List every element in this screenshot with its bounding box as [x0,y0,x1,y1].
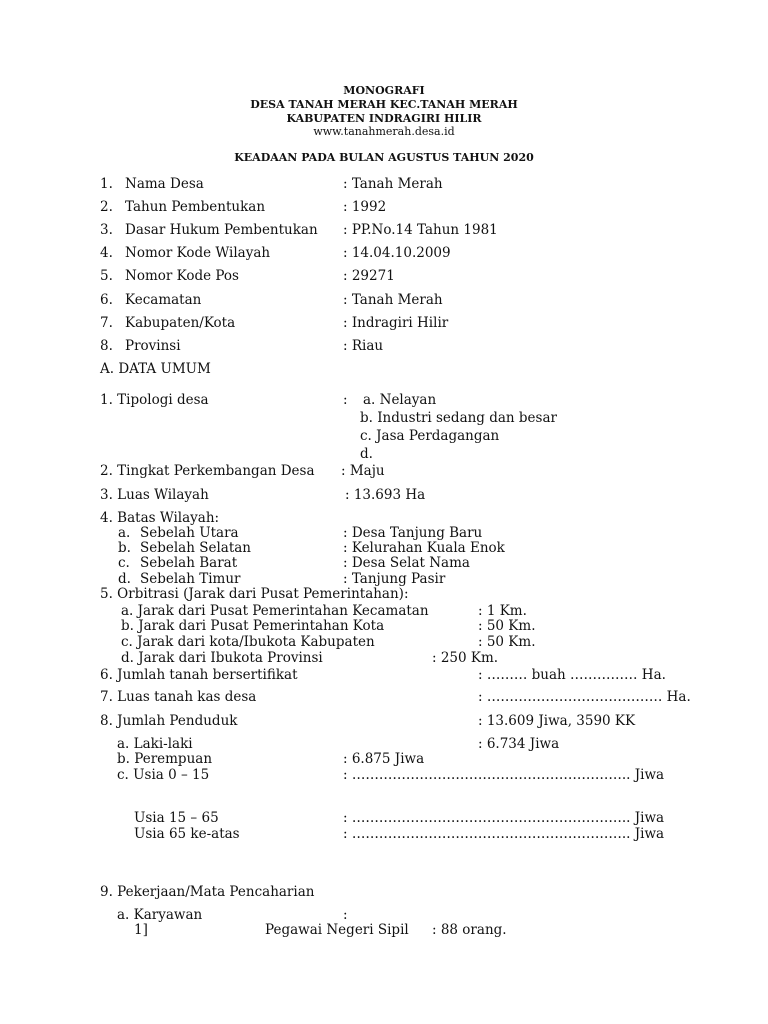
row-value: : PP.No.14 Tahun 1981 [343,222,498,238]
row-number: 1. [100,176,113,192]
row-value: : Riau [343,338,384,354]
usia-value: : …………………………………………………….. Jiwa [343,810,665,826]
penduduk-label: 8. Jumlah Penduduk [100,713,238,729]
orbitrasi-value: : 50 Km. [478,618,536,634]
batas-direction: Sebelah Utara [140,525,239,541]
row-number: 8. [100,338,113,354]
doc-subtitle: KEADAAN PADA BULAN AGUSTUS TAHUN 2020 [234,151,534,164]
luas-value: : 13.693 Ha [345,487,426,503]
batas-value: : Kelurahan Kuala Enok [343,540,505,556]
laki-value: : 6.734 Jiwa [478,736,560,752]
section-heading: A. DATA UMUM [100,361,211,377]
row-number: 4. [100,245,113,261]
row-label: Provinsi [125,338,181,354]
batas-letter: b. [118,540,131,556]
tipologi-item: a. Nelayan [363,392,437,408]
pekerjaan-label: 9. Pekerjaan/Mata Pencaharian [100,884,315,900]
row-value: : 14.04.10.2009 [343,245,451,261]
row-label: Dasar Hukum Pembentukan [125,222,318,238]
pns-label: Pegawai Negeri Sipil [265,922,409,938]
penduduk-value: : 13.609 Jiwa, 3590 KK [478,713,636,729]
perempuan-label: b. Perempuan [117,751,213,767]
luas-label: 3. Luas Wilayah [100,487,209,503]
row-number: 2. [100,199,113,215]
usia-value: : …………………………………………………….. Jiwa [343,826,665,842]
tipologi-item: c. Jasa Perdagangan [360,428,500,444]
kas-value: : ………………………………… Ha. [478,689,691,705]
tipologi-label: 1. Tipologi desa [100,392,209,408]
row-value: : Tanah Merah [343,292,443,308]
row-label: Tahun Pembentukan [125,199,266,215]
tingkat-label: 2. Tingkat Perkembangan Desa [100,463,315,479]
website-link[interactable]: www.tanahmerah.desa.id [313,125,455,138]
orbitrasi-item: a. Jarak dari Pusat Pemerintahan Kecamatan [121,603,429,619]
row-number: 3. [100,222,113,238]
row-number: 7. [100,315,113,331]
orbitrasi-value: : 250 Km. [432,650,499,666]
doc-title: MONOGRAFI [343,84,425,97]
row-label: Nomor Kode Wilayah [125,245,271,261]
orbitrasi-item: c. Jarak dari kota/Ibukota Kabupaten [121,634,375,650]
orbitrasi-label: 5. Orbitrasi (Jarak dari Pusat Pemerintahan): [100,586,409,602]
pns-value: : 88 orang. [432,922,507,938]
doc-title-regency: KABUPATEN INDRAGIRI HILIR [286,112,482,125]
batas-value: : Desa Selat Nama [343,555,470,571]
karyawan-colon: : [343,907,348,923]
row-label: Kabupaten/Kota [125,315,236,331]
batas-label: 4. Batas Wilayah: [100,510,220,526]
orbitrasi-value: : 50 Km. [478,634,536,650]
usia-value: : …………………………………………………….. Jiwa [343,767,665,783]
row-number: 6. [100,292,113,308]
tipologi-item: b. Industri sedang dan besar [360,410,557,426]
doc-title-village: DESA TANAH MERAH KEC.TANAH MERAH [250,98,518,111]
orbitrasi-item: b. Jarak dari Pusat Pemerintahan Kota [121,618,385,634]
batas-letter: d. [118,571,131,587]
kas-label: 7. Luas tanah kas desa [100,689,257,705]
row-label: Kecamatan [125,292,202,308]
orbitrasi-item: d. Jarak dari Ibukota Provinsi [121,650,323,666]
tingkat-value: : Maju [341,463,385,479]
batas-direction: Sebelah Selatan [140,540,251,556]
usia-label: c. Usia 0 – 15 [117,767,210,783]
tipologi-item: d. [360,446,373,462]
pns-number: 1] [134,922,148,938]
row-label: Nomor Kode Pos [125,268,239,284]
row-value: : Indragiri Hilir [343,315,449,331]
batas-letter: a. [118,525,131,541]
row-value: : 1992 [343,199,387,215]
row-value: : Tanah Merah [343,176,443,192]
batas-value: : Tanjung Pasir [343,571,446,587]
row-value: : 29271 [343,268,395,284]
batas-value: : Desa Tanjung Baru [343,525,483,541]
usia-label: Usia 15 – 65 [134,810,219,826]
batas-letter: c. [118,555,130,571]
sertifikat-label: 6. Jumlah tanah bersertifikat [100,667,298,683]
karyawan-label: a. Karyawan [117,907,203,923]
batas-direction: Sebelah Timur [140,571,241,587]
row-number: 5. [100,268,113,284]
tipologi-colon: : [343,392,348,408]
laki-label: a. Laki-laki [117,736,193,752]
row-label: Nama Desa [125,176,204,192]
batas-direction: Sebelah Barat [140,555,238,571]
perempuan-value: : 6.875 Jiwa [343,751,425,767]
usia-label: Usia 65 ke-atas [134,826,240,842]
orbitrasi-value: : 1 Km. [478,603,527,619]
sertifikat-value: : ……… buah …………… Ha. [478,667,666,683]
